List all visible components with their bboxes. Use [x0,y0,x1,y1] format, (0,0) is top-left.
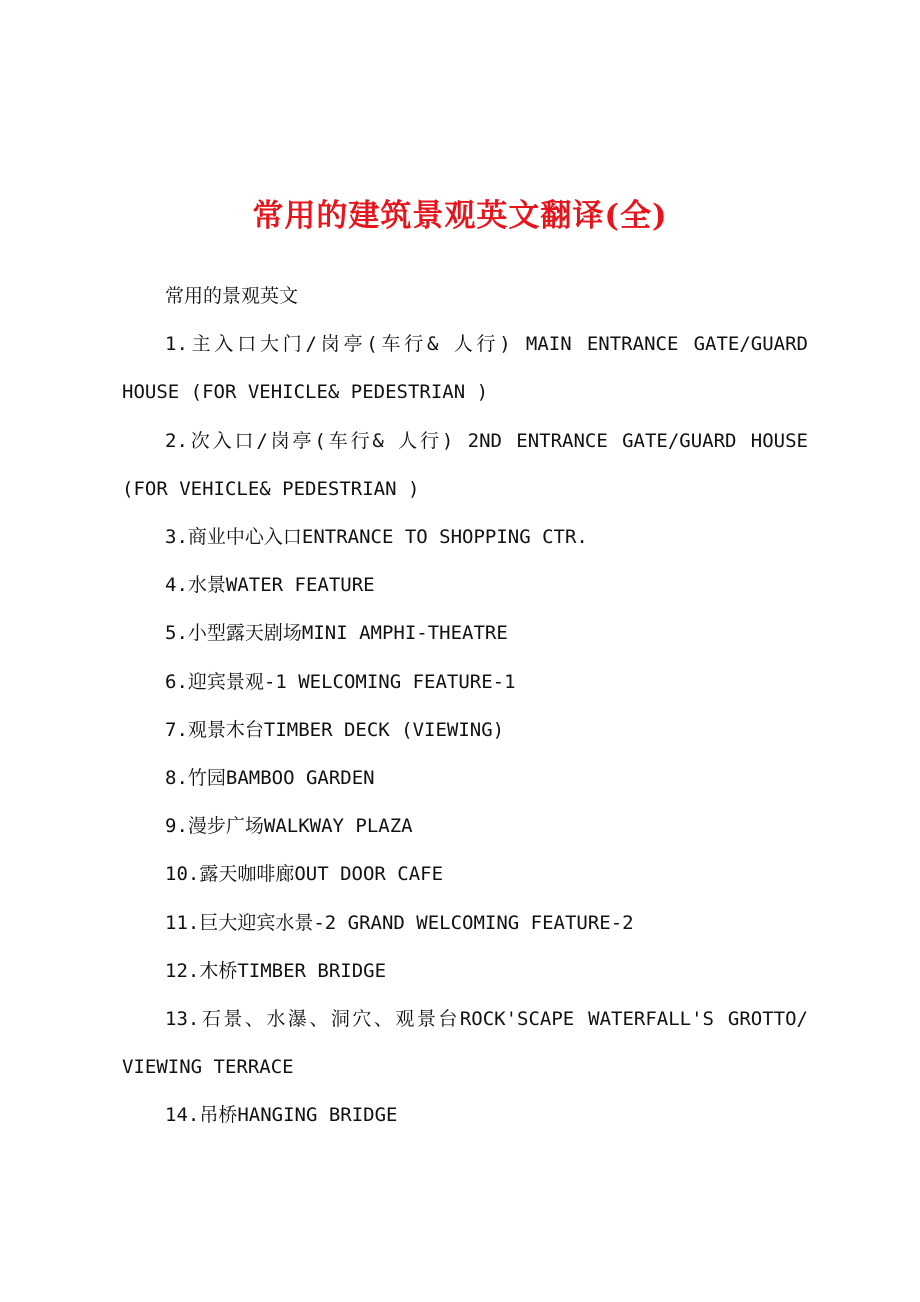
list-item: 12.木桥TIMBER BRIDGE [165,959,387,982]
list-item: 13.石景、水瀑、洞穴、观景台ROCK'SCAPE WATERFALL'S GROTTO/ VIEWING TERRACE [122,1008,808,1079]
list-item: 6.迎宾景观-1 WELCOMING FEATURE-1 [165,670,516,693]
list-item: 4.水景WATER FEATURE [165,574,375,597]
list-item: 5.小型露天剧场MINI AMPHI-THEATRE [165,622,508,645]
list-item: 2.次入口/岗亭(车行& 人行) 2ND ENTRANCE GATE/GUARD HOUSE (FOR VEHICLE& PEDESTRIAN ) [122,429,808,500]
list-item: 10.露天咖啡廊OUT DOOR CAFE [165,863,444,886]
document-body [122,272,808,1140]
list-item: 7.观景木台TIMBER DECK (VIEWING) [165,718,505,741]
list-item: 1.主入口大门/岗亭(车行& 人行) MAIN ENTRANCE GATE/GUARD HOUSE (FOR VEHICLE& PEDESTRIAN ) [122,333,808,404]
document-title: 常用的建筑景观英文翻译(全) [252,198,668,234]
list-item: 8.竹园BAMBOO GARDEN [165,767,375,790]
list-item: 14.吊桥HANGING BRIDGE [165,1104,398,1127]
list-item: 11.巨大迎宾水景-2 GRAND WELCOMING FEATURE-2 [165,911,634,934]
list-item: 9.漫步广场WALKWAY PLAZA [165,815,413,838]
list-item: 3.商业中心入口ENTRANCE TO SHOPPING CTR. [165,526,588,549]
section-heading: 常用的景观英文 [165,285,299,307]
